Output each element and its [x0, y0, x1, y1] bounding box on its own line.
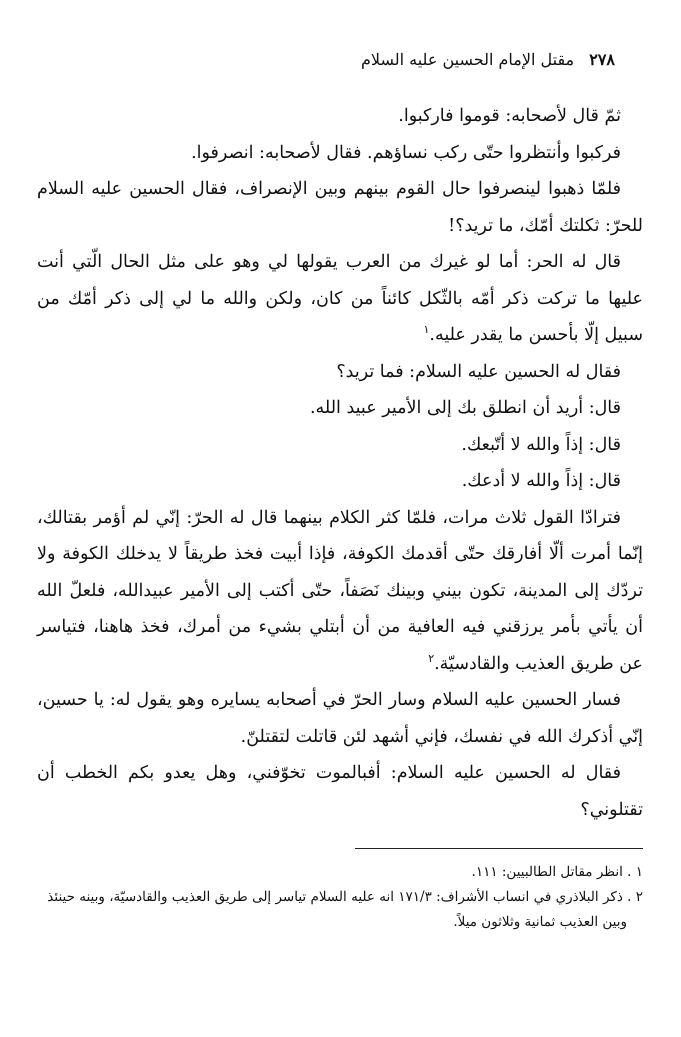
paragraph-text: فترادّا القول ثلاث مرات، فلمّا كثر الكلام بينهما قال له الحرّ: إنّي لم أؤمر بقتالك، إنّما أمرت ألّا أفارقك حتّى أقدمك الكوفة، فإذا أبيت فخذ طريقاً لا يدخلك الكوفة ولا تردّك إلى المدينة، تكون بيني وبينك نَصَفاً، حتّى أكتب إلى الأمير عبيدالله، فلعلّ الله أن يأتي بأمر يرزقني فيه العافية من أن أبتلي بشيء من أمرك، فخذ هاهنا، فتياسر عن طريق العذيب والقادسيّة. — [37, 507, 643, 674]
book-title: مقتل الإمام الحسين عليه السلام — [361, 50, 575, 69]
footnote — [37, 885, 643, 935]
paragraph — [37, 98, 643, 135]
footnote-reference: ١ — [423, 323, 430, 337]
footnote-separator-dot: . — [622, 864, 636, 880]
paragraph-text: ثمّ قال لأصحابه: قوموا فاركبوا. — [398, 106, 621, 126]
paragraph-text: فقال له الحسين عليه السلام: فما تريد؟ — [336, 361, 621, 382]
footnote-reference: ٢ — [428, 651, 435, 665]
footnote-text: انظر مقاتل الطالبيين: ١١١. — [471, 864, 623, 880]
main-text — [37, 98, 643, 828]
paragraph — [37, 755, 643, 828]
footnote-separator — [355, 848, 643, 849]
paragraph-text: فركبوا وأنتظروا حتّى ركب نساؤهم. فقال لأصحابه: انصرفوا. — [191, 142, 621, 163]
footnote — [37, 860, 643, 885]
running-header — [361, 50, 615, 69]
paragraph-text: قال: إذاً والله لا أتّبعك. — [461, 434, 621, 455]
paragraph — [37, 427, 643, 464]
paragraph-text: قال له الحر: أما لو غيرك من العرب يقولها لي وهو على مثل الحال الّتي أنت عليها ما تركت ذكر أمّه بالثّكل كائناً من كان، ولكن والله ما لي إلى ذكر أمّك من سبيل إلّا بأحسن ما يقدر عليه. — [37, 252, 643, 345]
paragraph — [37, 500, 643, 683]
paragraph — [37, 244, 643, 354]
paragraph-text: فلمّا ذهبوا لينصرفوا حال القوم بينهم وبين الإنصراف، فقال الحسين عليه السلام للحرّ: ثكلتك أمّك، ما تريد؟! — [37, 179, 643, 236]
paragraph — [37, 463, 643, 500]
paragraph — [37, 171, 643, 244]
paragraph — [37, 390, 643, 427]
paragraph — [37, 135, 643, 172]
paragraph-text: فقال له الحسين عليه السلام: أفبالموت تخوّفني، وهل يعدو بكم الخطب أن تقتلوني؟ — [37, 763, 643, 820]
footnote-number: ٢ — [635, 889, 643, 905]
page-number: ٢٧٨ — [589, 50, 615, 69]
footnote-separator-dot: . — [622, 889, 636, 905]
paragraph — [37, 682, 643, 755]
footnotes — [37, 860, 643, 935]
footnote-text: ذكر البلاذري في انساب الأشراف: ١٧١/٣ انه عليه السلام تياسر إلى طريق العذيب والقادسيّة، وبينه حينئذ وبين العذيب ثمانية وثلاثون ميلاً. — [47, 889, 627, 930]
paragraph-text: فسار الحسين عليه السلام وسار الحرّ في أصحابه يسايره وهو يقول له: يا حسين، إنّي أذكرك الله في نفسك، فإني أشهد لئن قاتلت لتقتلنّ. — [37, 690, 643, 747]
paragraph-text: قال: إذاً والله لا أدعك. — [461, 471, 621, 491]
footnote-number: ١ — [635, 864, 643, 880]
paragraph — [37, 354, 643, 391]
paragraph-text: قال: أريد أن انطلق بك إلى الأمير عبيد الله. — [309, 398, 621, 418]
